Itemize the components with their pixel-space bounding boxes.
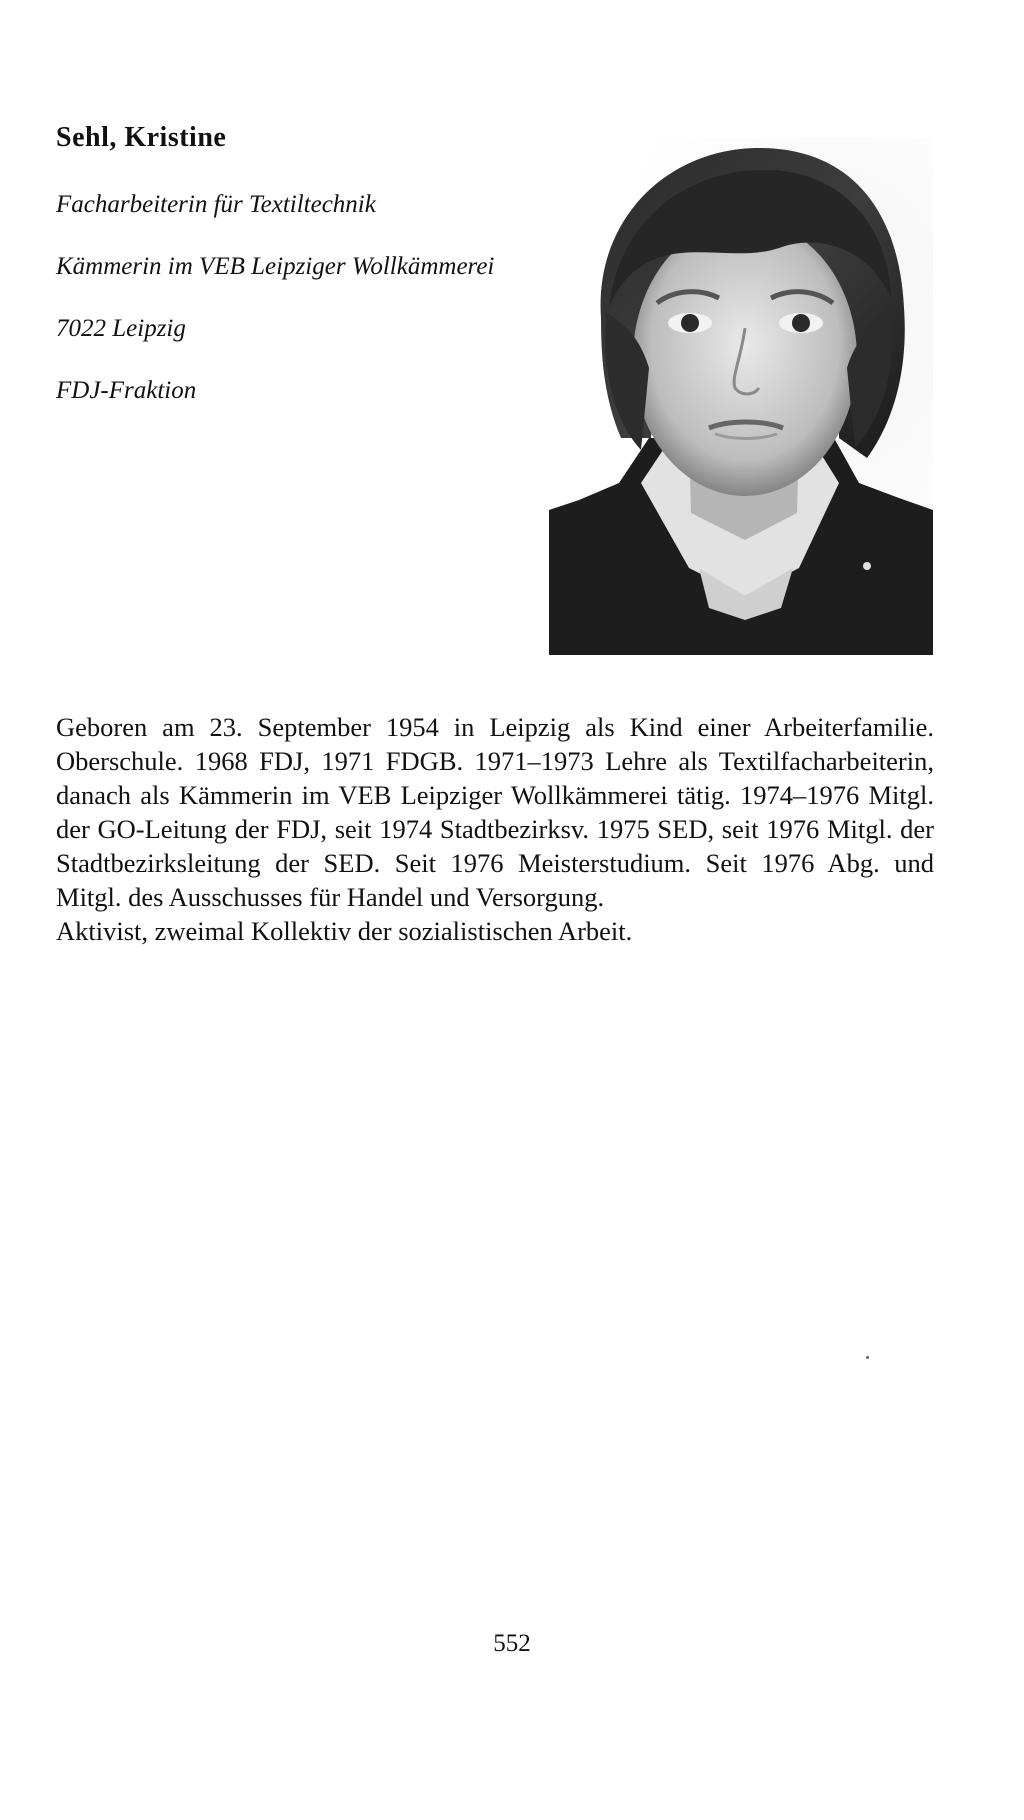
fraction: FDJ-Fraktion [56,377,197,404]
portrait-photo [549,138,933,655]
page-number: 552 [493,1630,531,1657]
biography [56,710,934,948]
portrait-illustration [549,138,933,655]
entry-details [56,188,496,436]
scan-speck [866,1356,869,1359]
biography-text: Geboren am 23. September 1954 in Leipzig als Kind einer Arbeiterfamilie. Oberschule. 1968 FDJ, 1971 FDGB. 1971–1973 Lehre als Textilfacharbeiterin, danach als Kämmerin im VEB Leipziger Wollkämmerei tätig. 1974–1976 Mitgl. der GO-Leitung der FDJ, seit 1974 Stadtbezirksv. 1975 SED, seit 1976 Mitgl. der Stadtbezirksleitung der SED. Seit 1976 Meisterstudium. Seit 1976 Abg. und Mitgl. des Ausschusses für Handel und Versorgung. [56,712,934,912]
position: Kämmerin im VEB Leipziger Wollkämmerei [56,253,495,280]
profession: Facharbeiterin für Textiltechnik [56,191,376,218]
person-name: Sehl, Kristine [56,122,227,153]
awards-text: Aktivist, zweimal Kollektiv der sozialistischen Arbeit. [56,916,633,946]
location: 7022 Leipzig [56,315,186,342]
